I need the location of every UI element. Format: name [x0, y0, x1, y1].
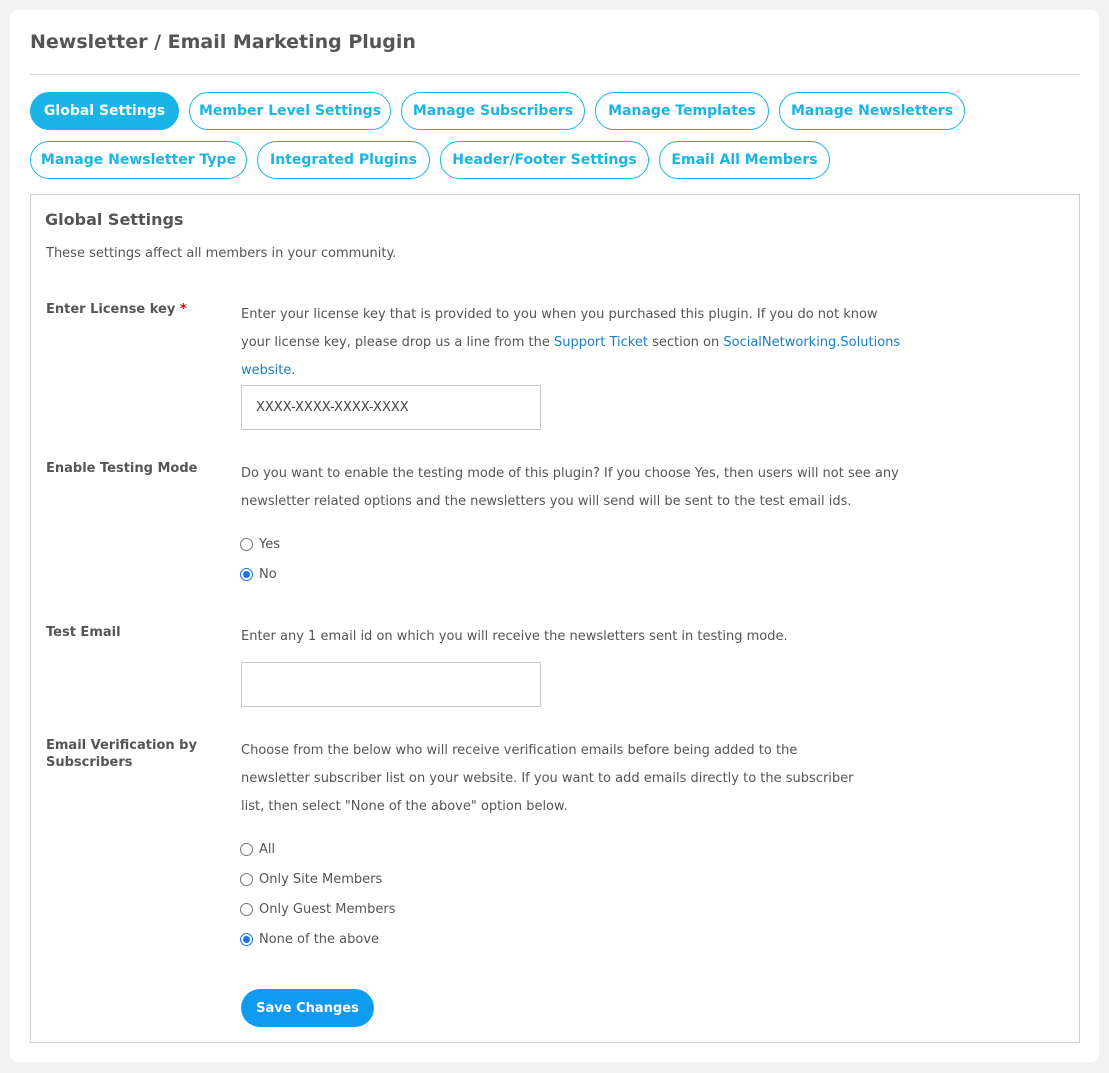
test-email-help: Enter any 1 email id on which you will receive the newsletters sent in testing mode. — [241, 629, 788, 644]
verification-guest-members-label: Only Guest Members — [259, 901, 396, 917]
tab-global-settings[interactable]: Global Settings — [30, 92, 179, 130]
radio-all[interactable] — [240, 843, 253, 856]
license-key-label — [46, 301, 216, 318]
testing-mode-yes-label: Yes — [259, 536, 280, 552]
tab-integrated-plugins[interactable]: Integrated Plugins — [257, 141, 430, 179]
test-email-label: Test Email — [46, 625, 121, 640]
global-settings-form — [30, 194, 1080, 1043]
tab-header-footer-settings[interactable]: Header/Footer Settings — [440, 141, 649, 179]
verification-site-members-radio[interactable] — [240, 870, 382, 888]
tab-manage-subscribers[interactable]: Manage Subscribers — [401, 92, 585, 130]
testing-mode-yes-radio[interactable] — [240, 535, 280, 553]
testing-mode-no-radio[interactable] — [240, 565, 277, 583]
form-description: These settings affect all members in your community. — [46, 246, 397, 261]
test-email-input[interactable] — [241, 662, 541, 707]
tab-manage-templates[interactable]: Manage Templates — [595, 92, 769, 130]
verification-all-label: All — [259, 841, 276, 857]
email-verification-label: Email Verification by Subscribers — [46, 738, 197, 770]
required-mark: * — [179, 302, 187, 317]
radio-site-members[interactable] — [240, 873, 253, 886]
tab-manage-newsletters[interactable]: Manage Newsletters — [779, 92, 965, 130]
radio-guest-members[interactable] — [240, 903, 253, 916]
verification-site-members-label: Only Site Members — [259, 871, 383, 887]
socialnetworking-solutions-link[interactable]: SocialNetworking.Solutions website — [241, 335, 901, 378]
radio-none[interactable] — [240, 933, 253, 946]
form-heading: Global Settings — [45, 210, 184, 229]
support-ticket-link[interactable]: Support Ticket — [553, 335, 648, 350]
radio-no[interactable] — [240, 568, 253, 581]
testing-mode-label: Enable Testing Mode — [46, 461, 198, 476]
verification-none-radio[interactable] — [240, 930, 379, 948]
tab-email-all-members[interactable]: Email All Members — [659, 141, 830, 179]
verification-guest-members-radio[interactable] — [240, 900, 395, 918]
testing-mode-no-label: No — [259, 566, 277, 582]
license-help-text-2: section on — [647, 335, 724, 350]
settings-card — [10, 10, 1099, 1062]
license-key-input[interactable] — [241, 385, 541, 430]
radio-yes[interactable] — [240, 538, 253, 551]
email-verification-help: Choose from the below who will receive verification emails before being added to the newsletter subscriber list on your website. If you want to add emails directly to the subscriber list, then select "None of the above" option below. — [241, 743, 854, 814]
page-title: Newsletter / Email Marketing Plugin — [30, 31, 416, 53]
tab-member-level-settings[interactable]: Member Level Settings — [189, 92, 391, 130]
title-divider — [30, 74, 1080, 75]
license-key-label-text: Enter License key — [46, 302, 176, 317]
verification-all-radio[interactable] — [240, 840, 275, 858]
verification-none-label: None of the above — [259, 931, 380, 947]
tab-manage-newsletter-type[interactable]: Manage Newsletter Type — [30, 141, 247, 179]
testing-mode-help: Do you want to enable the testing mode of this plugin? If you choose Yes, then users will not see any newsletter related options and the newsletters you will send will be sent to the test email ids. — [241, 466, 899, 509]
license-help-text-1: Enter your license key that is provided to you when you purchased this plugin. If you do not know your license key, please drop us a line from the — [241, 307, 878, 350]
save-changes-button[interactable]: Save Changes — [241, 989, 374, 1027]
license-help-text-3: . — [291, 363, 296, 378]
